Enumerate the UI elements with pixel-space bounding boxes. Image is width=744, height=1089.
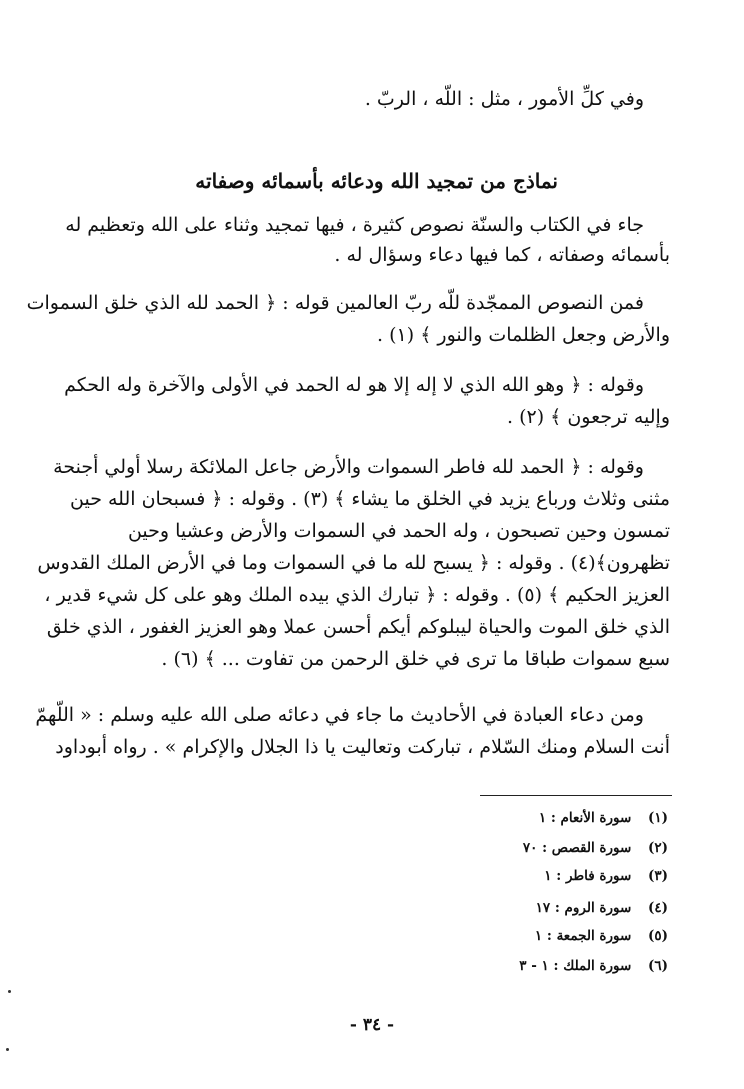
body-line: الذي خلق الموت والحياة ليبلوكم أيكم أحسن عملا وهو العزيز الغفور ، الذي خلق [46,616,670,638]
footnote-item [544,866,668,886]
footnote-item [523,838,668,858]
section-heading: نماذج من تمجيد الله ودعائه بأسمائه وصفاته [195,169,558,193]
footnote-text: سورة الروم : ١٧ [535,900,632,916]
footnote-separator [480,795,672,796]
footnote-number: (٤) [647,900,668,916]
footnote-item [539,808,668,828]
body-line: سبع سموات طباقا ما ترى في خلق الرحمن من تفاوت ... ﴾ (٦) . [161,648,670,670]
footnote-number: (٢) [647,840,668,856]
footnote-number: (١) [647,810,668,826]
body-line: وإليه ترجعون ﴾ (٢) . [507,406,670,428]
footnote-text: سورة الجمعة : ١ [534,928,632,944]
body-line: ومن دعاء العبادة في الأحاديث ما جاء في دعائه صلى الله عليه وسلم : « اللّهمّ [35,704,644,726]
body-line: العزيز الحكيم ﴾ (٥) . وقوله : ﴿ تبارك الذي بيده الملك وهو على كل شيء قدير ، [44,584,670,606]
footnote-text: سورة الأنعام : ١ [538,810,632,826]
footnote-number: (٦) [647,958,668,974]
body-line: أنت السلام ومنك السّلام ، تباركت وتعاليت يا ذا الجلال والإكرام » . رواه أبوداود [55,736,670,758]
body-line: وقوله : ﴿ الحمد لله فاطر السموات والأرض جاعل الملائكة رسلا أولي أجنحة [53,456,644,478]
body-line: والأرض وجعل الظلمات والنور ﴾ (١) . [377,324,670,346]
body-line: تمسون وحين تصبحون ، وله الحمد في السموات والأرض وعشيا وحين [127,520,670,542]
body-line: بأسمائه وصفاته ، كما فيها دعاء وسؤال له . [334,244,670,266]
footnote-number: (٣) [647,868,668,884]
footnote-item [519,956,668,976]
page-number: - ٣٤ - [349,1015,395,1035]
scan-speck [8,990,11,993]
body-line: مثنى وثلاث ورباع يزيد في الخلق ما يشاء ﴾ (٣) . وقوله : ﴿ فسبحان الله حين [70,488,670,510]
footnote-text: سورة الملك : ١ - ٣ [519,958,632,974]
body-line: فمن النصوص الممجّدة للّه ربّ العالمين قوله : ﴿ الحمد لله الذي خلق السموات [26,292,644,314]
body-line: جاء في الكتاب والسنّة نصوص كثيرة ، فيها تمجيد وثناء على الله وتعظيم له [65,214,644,236]
footnote-number: (٥) [647,928,668,944]
footnote-text: سورة القصص : ٧٠ [522,840,632,856]
body-line: وقوله : ﴿ وهو الله الذي لا إله إلا هو له الحمد في الأولى والآخرة وله الحكم [64,374,644,396]
footnote-item [535,926,668,946]
top-line: وفي كلِّ الأمور ، مثل : اللّه ، الربّ . [364,88,644,110]
scan-speck [6,1048,9,1051]
body-line: تظهرون﴾(٤) . وقوله : ﴿ يسبح لله ما في السموات وما في الأرض الملك القدوس [37,552,670,574]
footnote-item [536,898,668,918]
footnote-text: سورة فاطر : ١ [544,868,632,884]
